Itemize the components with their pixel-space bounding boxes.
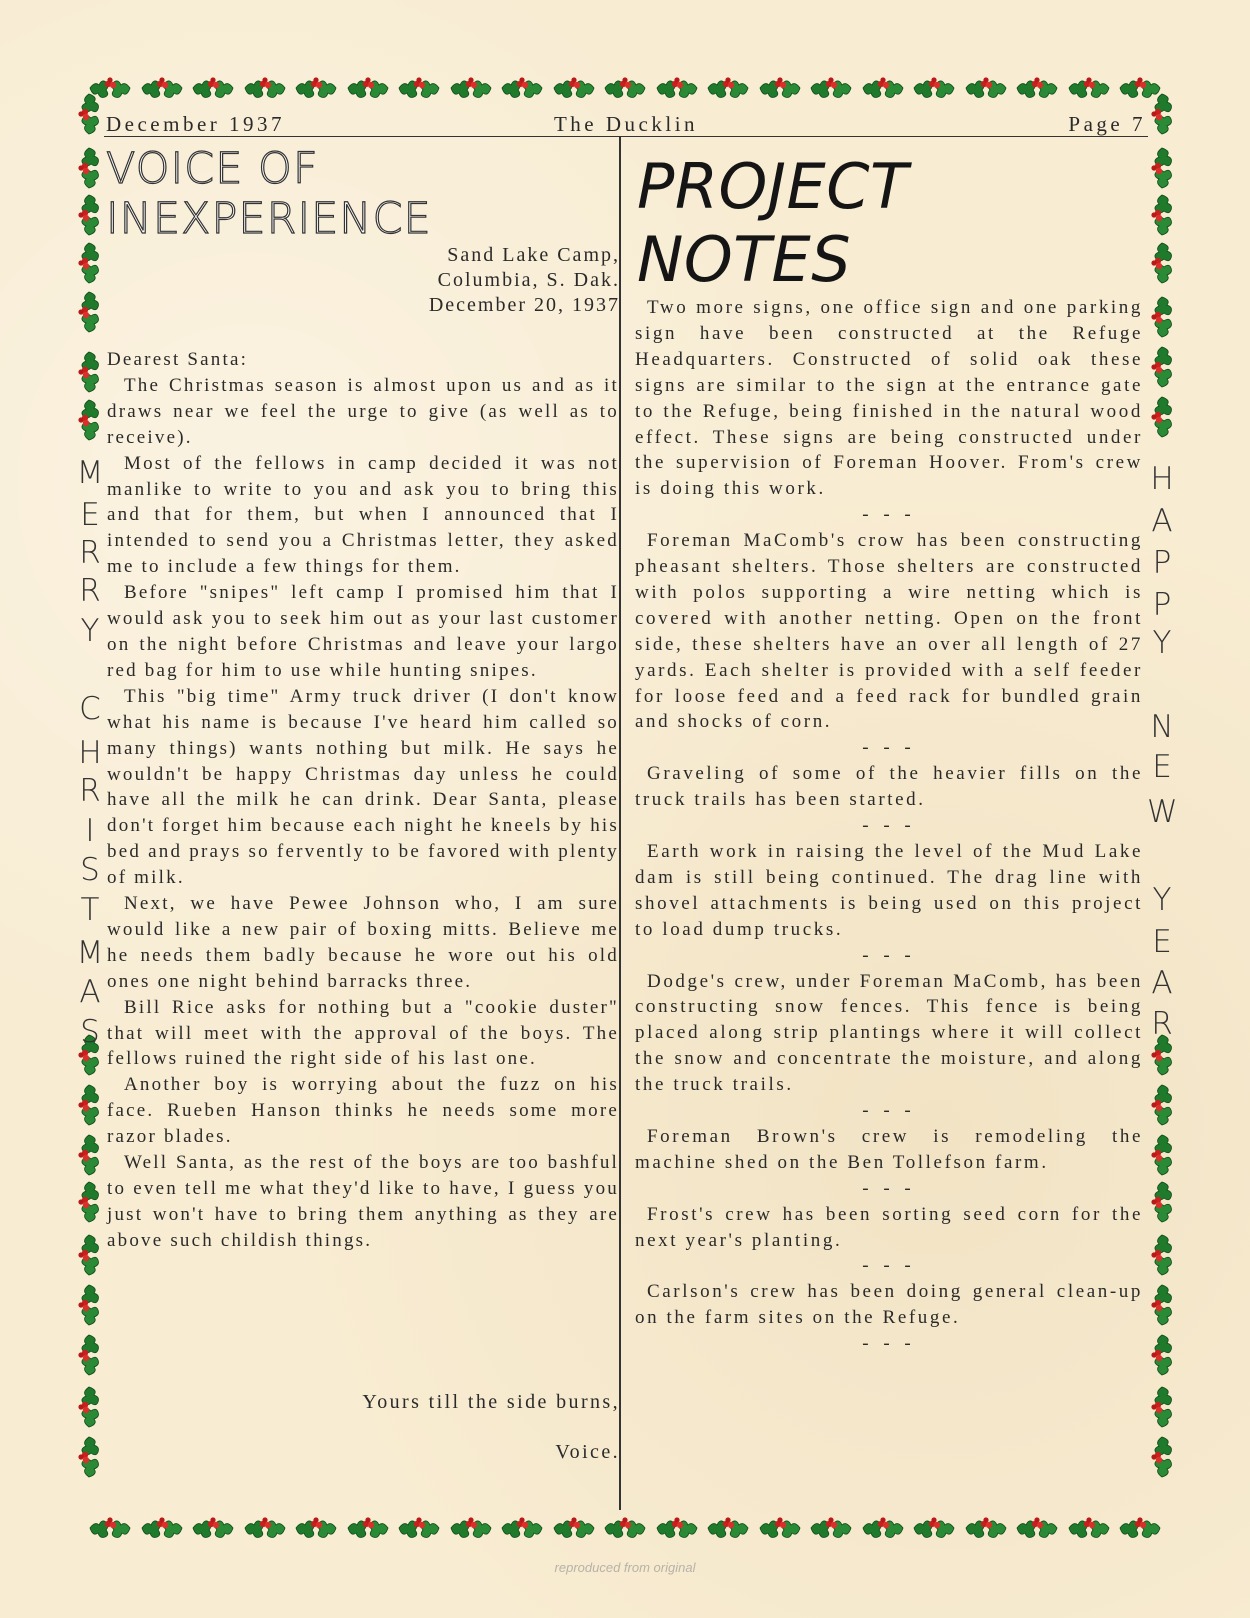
holly-icon (88, 1514, 132, 1542)
note-separator: - - - (862, 815, 916, 837)
holly-icon (75, 290, 103, 334)
letter-address (429, 243, 620, 318)
holly-icon (1148, 1233, 1176, 1277)
border-letter: E (1152, 749, 1172, 785)
project-note: Foreman MaComb's crow has been constructing pheasant shelters. Those shelters are constructed with polos supporting a wire netting which is covered with another netting. Open on the front side, these shelters have an over all length of 27 yards. Each shelter is provided with a self feeder for loose feed and a feed rack for bundled grain and shocks of corn. (635, 530, 1143, 733)
letter-signature: Voice. (555, 1441, 620, 1463)
border-letter: A (1151, 965, 1173, 1001)
holly-icon (449, 74, 493, 102)
holly-icon (603, 74, 647, 102)
border-letter: I (85, 813, 95, 849)
letter-paragraph: Before "snipes" left camp I promised him that I would ask you to seek him out as your last customer on the night before Christmas and leave your largo red bag for him to use while hunting snipes. (107, 582, 619, 681)
letter-paragraph: The Christmas season is almost upon us and as it draws near we feel the urge to give (as well as to receive). (107, 374, 619, 448)
holly-icon (1067, 1514, 1111, 1542)
holly-icon (75, 146, 103, 190)
note-separator: - - - (862, 1255, 916, 1277)
border-letter: C (79, 691, 101, 727)
holly-icon (758, 74, 802, 102)
project-notes-title (637, 150, 908, 296)
holly-icon (75, 1180, 103, 1224)
holly-icon (1148, 345, 1176, 389)
letter-paragraph: Next, we have Pewee Johnson who, I am sure would like a new pair of boxing mitts. Believe me he needs them badly because he wore out his old ones one night behind barracks three. (107, 893, 619, 992)
holly-icon (75, 1435, 103, 1479)
holly-icon (75, 1385, 103, 1429)
holly-icon (758, 1514, 802, 1542)
border-letter: R (79, 573, 101, 609)
border-letter: E (1152, 924, 1172, 960)
holly-icon (655, 1514, 699, 1542)
letter-closing: Yours till the side burns, (362, 1391, 620, 1413)
holly-icon (964, 1514, 1008, 1542)
note-separator: - - - (862, 1177, 916, 1199)
project-note: Foreman Brown's crew is remodeling the machine shed on the Ben Tollefson farm. (635, 1125, 1143, 1173)
holly-icon (75, 193, 103, 237)
voice-title (106, 144, 546, 244)
border-letter: Y (80, 613, 100, 649)
border-letter: S (80, 1014, 100, 1050)
holly-icon (1148, 1083, 1176, 1127)
border-letter: W (1147, 794, 1178, 830)
holly-icon (243, 74, 287, 102)
santa-letter (107, 347, 619, 1254)
holly-icon (346, 74, 390, 102)
project-note: Earth work in raising the level of the Mud Lake dam is still being continued. The drag line with shovel attachments is being used on this project to load dump trucks. (635, 840, 1143, 940)
holly-icon (912, 1514, 956, 1542)
holly-icon (191, 1514, 235, 1542)
holly-icon (1148, 1180, 1176, 1224)
note-separator: - - - (862, 944, 916, 966)
holly-icon (140, 74, 184, 102)
holly-icon (1148, 241, 1176, 285)
border-letter: Y (1152, 625, 1172, 661)
holly-icon (294, 1514, 338, 1542)
address-line: Columbia, S. Dak. (437, 269, 620, 291)
header-paper-name: The Ducklin (553, 112, 699, 136)
address-line: Sand Lake Camp, (447, 244, 620, 266)
border-letter: P (1152, 545, 1172, 581)
reproduction-credit: reproduced from original (554, 1560, 696, 1575)
holly-icon (1118, 1514, 1162, 1542)
border-letter: Y (1152, 882, 1172, 918)
holly-icon (861, 1514, 905, 1542)
border-letter: N (1150, 709, 1174, 745)
letter-paragraph: This "big time" Army truck driver (I don't know what his name is because I've heard him called so many things) wants nothing but milk. He says he wouldn't be happy Christmas day unless he could have all the milk he can drink. Dear Santa, please don't forget him because each night he kneels by his bed and prays so fervently to be favored with plenty of milk. (107, 685, 619, 889)
holly-icon (1148, 395, 1176, 439)
holly-icon (809, 74, 853, 102)
project-title-line: NOTES (637, 223, 852, 296)
project-note: Two more signs, one office sign and one parking sign have been constructed at the Refuge Headquarters. Constructed of solid oak these signs are similar to the sign at the entrance gate to the Refuge, being finished in the natural wood effect. These signs are being constructed under the supervision of Foreman Hoover. From's crew is doing this work. (635, 297, 1143, 500)
holly-icon (655, 74, 699, 102)
border-letter: M (76, 455, 104, 491)
holly-icon (75, 1083, 103, 1127)
holly-icon (243, 1514, 287, 1542)
project-title-line: PROJECT (637, 150, 909, 223)
holly-border-top (88, 74, 1162, 104)
border-letter: R (79, 535, 101, 571)
holly-icon (75, 1283, 103, 1327)
holly-icon (1148, 295, 1176, 339)
page-header (104, 112, 1148, 137)
letter-paragraph: Bill Rice asks for nothing but a "cookie duster" that will meet with the approval of the boys. The fellows ruined the right side of his last one. (107, 996, 619, 1070)
project-note: Dodge's crew, under Foreman MaComb, has been constructing snow fences. This fence is being placed along strip plantings where it will collect the snow and concentrate the moisture, and along the truck trails. (635, 970, 1143, 1096)
holly-border-bottom (88, 1514, 1162, 1544)
header-date: December 1937 (106, 112, 286, 136)
holly-icon (1148, 1435, 1176, 1479)
border-letter: R (79, 773, 101, 809)
letter-salutation: Dearest Santa: (107, 349, 249, 370)
holly-icon (706, 74, 750, 102)
holly-icon (75, 92, 103, 136)
holly-icon (75, 1133, 103, 1177)
header-page-number: Page 7 (1068, 112, 1146, 136)
note-separator: - - - (862, 1100, 916, 1122)
holly-icon (552, 1514, 596, 1542)
border-letter: H (1150, 461, 1174, 497)
holly-icon (500, 1514, 544, 1542)
holly-icon (191, 74, 235, 102)
project-notes (635, 295, 1143, 1357)
holly-icon (1148, 1385, 1176, 1429)
holly-icon (1148, 193, 1176, 237)
holly-icon (964, 74, 1008, 102)
holly-icon (75, 1333, 103, 1377)
holly-icon (140, 1514, 184, 1542)
note-separator: - - - (862, 1333, 916, 1355)
holly-icon (1067, 74, 1111, 102)
project-note: Graveling of some of the heavier fills on the truck trails has been started. (635, 763, 1143, 811)
border-letter: A (79, 974, 101, 1010)
holly-icon (603, 1514, 647, 1542)
holly-icon (75, 350, 103, 394)
holly-icon (346, 1514, 390, 1542)
holly-icon (912, 74, 956, 102)
holly-icon (1148, 146, 1176, 190)
holly-icon (500, 74, 544, 102)
holly-icon (706, 1514, 750, 1542)
border-letter: R (1151, 1006, 1173, 1042)
holly-icon (1148, 1133, 1176, 1177)
holly-icon (1015, 74, 1059, 102)
holly-icon (861, 74, 905, 102)
project-note: Carlson's crew has been doing general clean-up on the farm sites on the Refuge. (635, 1281, 1143, 1329)
border-letter: M (76, 935, 104, 971)
address-line: December 20, 1937 (428, 294, 620, 316)
border-letter: S (80, 852, 100, 888)
holly-icon (397, 1514, 441, 1542)
holly-icon (809, 1514, 853, 1542)
holly-icon (1015, 1514, 1059, 1542)
letter-paragraph: Most of the fellows in camp decided it was not manlike to write to you and ask you to bring this and that for them, but when I announced that I intended to send you a Christmas letter, they asked me to include a few things for them. (107, 452, 619, 578)
project-note: Frost's crew has been sorting seed corn for the next year's planting. (635, 1203, 1143, 1251)
holly-icon (75, 1233, 103, 1277)
column-divider (619, 137, 621, 1510)
holly-icon (75, 398, 103, 442)
border-letter: A (1151, 503, 1173, 539)
letter-paragraph: Another boy is worrying about the fuzz on his face. Rueben Hanson thinks he needs some more razor blades. (107, 1074, 619, 1148)
holly-icon (449, 1514, 493, 1542)
holly-icon (294, 74, 338, 102)
border-letter: P (1152, 587, 1172, 623)
note-separator: - - - (862, 504, 916, 526)
border-letter: E (80, 497, 100, 533)
note-separator: - - - (862, 737, 916, 759)
border-letter: H (78, 735, 102, 771)
holly-icon (1148, 1283, 1176, 1327)
border-letter: T (80, 892, 100, 928)
holly-icon (1148, 92, 1176, 136)
holly-icon (552, 74, 596, 102)
voice-title-line: VOICE OF (106, 144, 319, 194)
holly-icon (1148, 1333, 1176, 1377)
holly-icon (75, 241, 103, 285)
holly-icon (397, 74, 441, 102)
letter-paragraph: Well Santa, as the rest of the boys are too bashful to even tell me what they'd like to have, I guess you just won't have to bring them anything as they are above such childish things. (107, 1152, 619, 1251)
voice-title-line: INEXPERIENCE (106, 194, 432, 244)
